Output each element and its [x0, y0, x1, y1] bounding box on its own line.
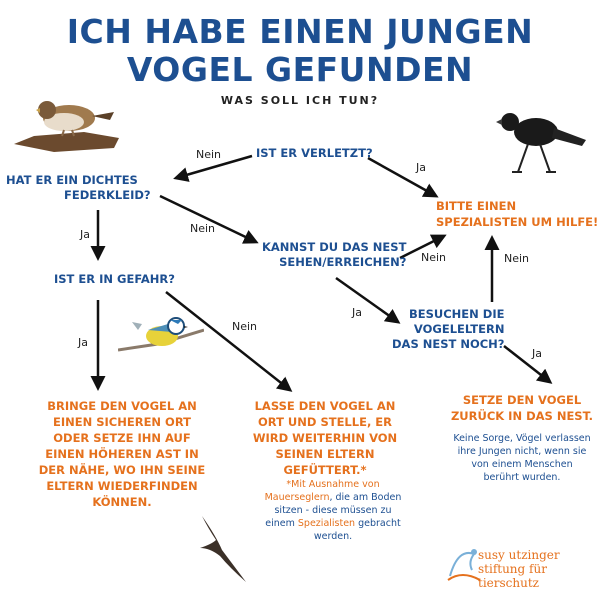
node-text-line: VOGELELTERN — [413, 322, 505, 336]
action-text-line: EINEN SICHEREN ORT — [52, 415, 192, 429]
subtitle: WAS SOLL ICH TUN? — [220, 94, 380, 107]
action-lassen — [236, 398, 414, 478]
note-text: von einem Menschen — [471, 459, 573, 470]
action-text-line: ELTERN WIEDERFINDEN — [46, 479, 198, 493]
node-text-line: HAT ER EIN DICHTES — [6, 173, 138, 187]
note-text: , die am Boden — [329, 492, 402, 503]
node-nest-sehen — [262, 240, 406, 270]
edge-label-besuchen-nein: Nein — [504, 252, 530, 265]
edge-label-verletzt-ja: Ja — [416, 161, 426, 174]
note-text: berührt wurden. — [483, 472, 561, 483]
action-text-line: DER NÄHE, WO IHN SEINE — [38, 463, 206, 477]
node-text-line: SEHEN/ERREICHEN? — [279, 255, 407, 269]
edge-label-verletzt-nein: Nein — [196, 148, 222, 161]
node-besuchen-eltern — [392, 307, 504, 352]
node-text-line: DAS NEST NOCH? — [392, 337, 505, 351]
action-text-line: SETZE DEN VOGEL — [462, 393, 582, 407]
node-text-line: SPEZIALISTEN UM HILFE! — [436, 215, 599, 229]
node-text-line: BESUCHEN DIE — [409, 307, 505, 321]
edge-label-federkleid-ja: Ja — [80, 228, 90, 241]
arrow-federkleid-nein — [160, 196, 256, 242]
action-text-line: EINEN HÖHEREN AST IN — [45, 447, 199, 461]
node-text-line: KANNST DU DAS NEST — [262, 240, 407, 254]
arrow-gefahr-nein — [166, 292, 290, 390]
arrow-nest-ja — [336, 278, 398, 322]
edge-label-nest-nein: Nein — [421, 251, 447, 264]
action-text-line: ODER SETZE IHN AUF — [53, 431, 191, 445]
note-text: Keine Sorge, Vögel verlassen — [453, 433, 591, 444]
title-line-1: ICH HABE EINEN JUNGEN — [66, 12, 534, 51]
action-zurueck-nest — [446, 392, 598, 424]
action-text-line: LASSE DEN VOGEL AN — [254, 399, 396, 413]
edge-label-nest-ja: Ja — [352, 306, 362, 319]
node-spezialist — [436, 198, 598, 230]
action-text-line: SEINEN ELTERN — [275, 447, 375, 461]
action-text-line: BRINGE DEN VOGEL AN — [47, 399, 197, 413]
edge-label-besuchen-ja: Ja — [532, 347, 542, 360]
note-mauersegler-word: Mauerseglern — [264, 492, 330, 503]
node-ist-er-verletzt: IST ER VERLETZT? — [256, 146, 373, 160]
note-spezialisten-word: Spezialisten — [297, 518, 356, 529]
action-text-line: ZURÜCK IN DAS NEST. — [450, 409, 594, 423]
logo-line: susy utzinger — [478, 548, 560, 562]
note-text: einem — [265, 518, 298, 529]
note-text: ihre Jungen nicht, wenn sie — [457, 446, 587, 457]
node-dichtes-federkleid — [6, 173, 151, 203]
foundation-logo-text — [478, 548, 600, 590]
action-text-line: ORT UND STELLE, ER — [257, 415, 393, 429]
edge-label-federkleid-nein: Nein — [190, 222, 216, 235]
action-sicherer-ort — [22, 398, 222, 510]
note-keine-sorge — [446, 432, 598, 484]
action-text-line: GEFÜTTERT.* — [283, 463, 367, 477]
note-asterisk: *Mit Ausnahme von — [286, 479, 380, 490]
action-text-line: WIRD WEITERHIN VON — [252, 431, 398, 445]
action-text-line: KÖNNEN. — [92, 495, 152, 509]
note-mauersegler — [250, 478, 416, 543]
edge-label-gefahr-nein: Nein — [232, 320, 258, 333]
note-text: werden. — [313, 531, 353, 542]
node-in-gefahr: IST ER IN GEFAHR? — [54, 272, 175, 286]
arrow-besuchen-ja — [504, 346, 550, 382]
note-text: gebracht — [355, 518, 401, 529]
edge-label-gefahr-ja: Ja — [78, 336, 88, 349]
note-text: sitzen - diese müssen zu — [274, 505, 392, 516]
node-text-line: FEDERKLEID? — [64, 188, 151, 202]
node-text-line: BITTE EINEN — [436, 199, 517, 213]
title-line-2: VOGEL GEFUNDEN — [126, 50, 474, 89]
logo-line: stiftung für tierschutz — [478, 562, 547, 590]
